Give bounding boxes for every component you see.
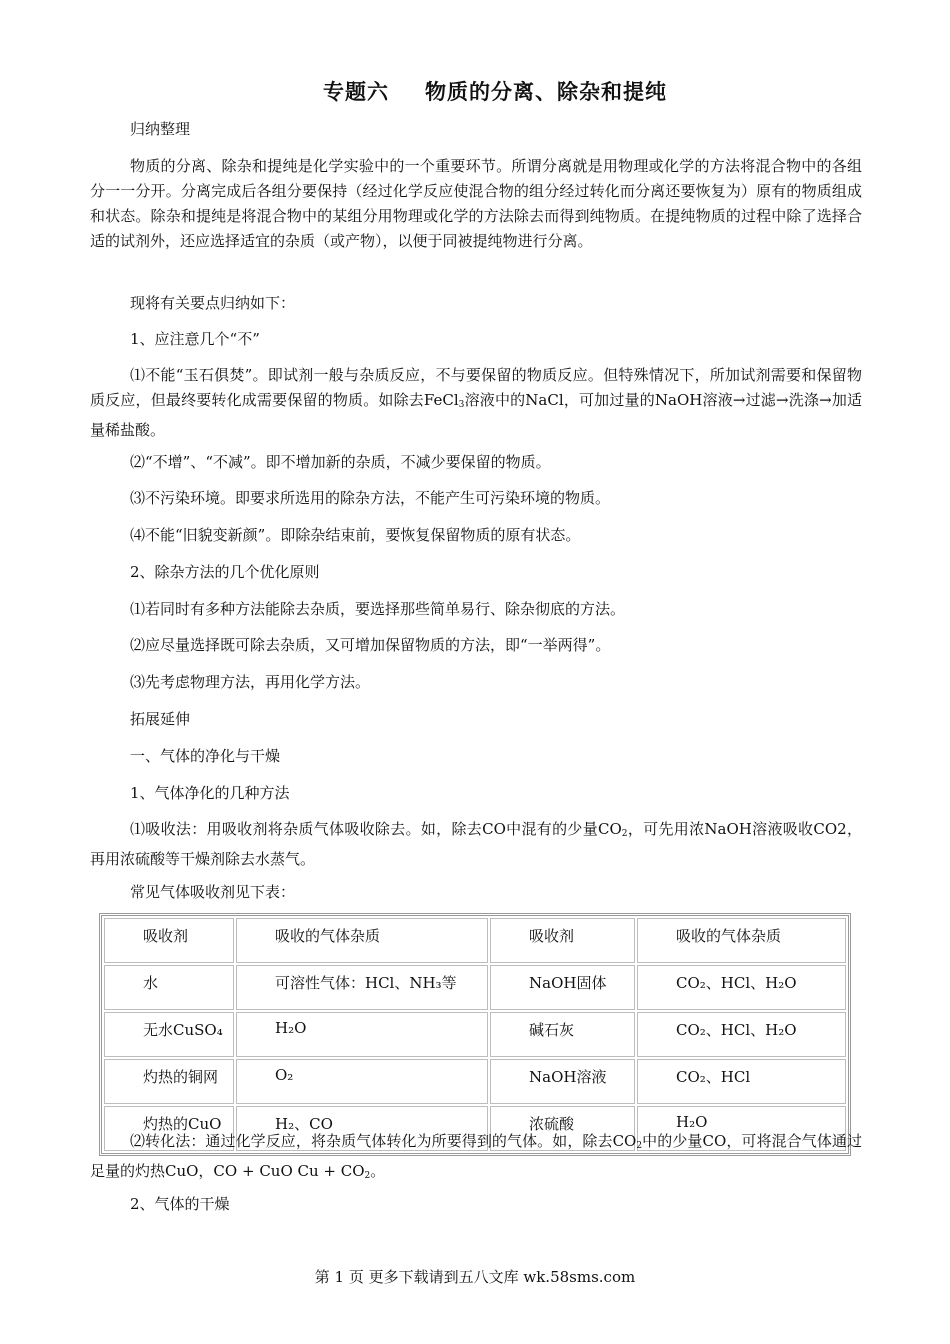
gas-heading: 一、气体的净化与干燥 [130, 747, 281, 765]
point2-heading: 2、除杂方法的几个优化原则 [130, 563, 320, 581]
gas-methods-heading: 1、气体净化的几种方法 [130, 784, 290, 802]
point2-item3: ⑶先考虑物理方法，再用化学方法。 [130, 673, 371, 691]
gas-absorbent-table [99, 913, 851, 1156]
summary-lead: 现将有关要点归纳如下： [130, 294, 296, 312]
table-cell: 浓硫酸 [490, 1106, 635, 1151]
extend-heading: 拓展延伸 [130, 710, 191, 728]
table-cell: CO₂、HCl、H₂O [637, 1012, 846, 1057]
section-heading-summary: 归纳整理 [130, 120, 191, 138]
table-cell: 碱石灰 [490, 1012, 635, 1057]
table-cell: 灼热的CuO [104, 1106, 234, 1151]
table-lead: 常见气体吸收剂见下表： [130, 883, 296, 901]
table-cell: NaOH溶液 [490, 1059, 635, 1104]
point2-item1: ⑴若同时有多种方法能除去杂质，要选择那些简单易行、除杂彻底的方法。 [130, 600, 626, 618]
table-header-row [104, 918, 846, 963]
table-cell: CO₂、HCl [637, 1059, 846, 1104]
point1-item2: ⑵“不增”、“不减”。即不增加新的杂质，不减少要保留的物质。 [130, 453, 551, 471]
point1-heading: 1、应注意几个“不” [130, 330, 260, 348]
title-topic-name: 物质的分离、除杂和提纯 [425, 79, 667, 104]
intro-paragraph: 物质的分离、除杂和提纯是化学实验中的一个重要环节。所谓分离就是用物理或化学的方法将混合物中的各组分一一分开。分离完成后各组分要保持（经过化学反应使混合物的组分经过转化而分离还要恢复为）原有的物质组成和状态。除杂和提纯是将混合物中的某组分用物理或化学的方法除去而得到纯物质。在提纯物质的过程中除了选择合适的试剂外，还应选择适宜的杂质（或产物），以便于同被提纯物进行分离。 [90, 157, 862, 250]
table-header-cell: 吸收剂 [104, 918, 234, 963]
table-cell: 灼热的铜网 [104, 1059, 234, 1104]
table-cell: 水 [104, 965, 234, 1010]
table-row [104, 1059, 846, 1104]
point1-item3: ⑶不污染环境。即要求所选用的除杂方法，不能产生可污染环境的物质。 [130, 489, 611, 507]
convert-method-paragraph: ⑵转化法：通过化学反应，将杂质气体转化为所要得到的气体。如，除去$CO_2$中的少量CO，可将混合气体通过足量的灼热CuO，CO + CuO $Cu + CO_2$。 [90, 1132, 862, 1181]
table-row [104, 965, 846, 1010]
table-cell: H₂O [236, 1012, 488, 1057]
table-cell: NaOH固体 [490, 965, 635, 1010]
table-cell: O₂ [236, 1059, 488, 1104]
table-cell: H₂、CO [236, 1106, 488, 1151]
table-cell: CO₂、HCl、H₂O [637, 965, 846, 1010]
drying-heading: 2、气体的干燥 [130, 1195, 230, 1213]
title-topic-number: 专题六 [323, 79, 389, 104]
point1-item4: ⑷不能“旧貌变新颜”。即除杂结束前，要恢复保留物质的原有状态。 [130, 526, 581, 544]
table-row [104, 1012, 846, 1057]
point2-item2: ⑵应尽量选择既可除去杂质，又可增加保留物质的方法，即“一举两得”。 [130, 636, 611, 654]
table-cell: 无水CuSO₄ [104, 1012, 234, 1057]
point1-item1: ⑴不能“玉石俱焚”。即试剂一般与杂质反应，不与要保留的物质反应。但特殊情况下，所加试剂需要和保留物质反应，但最终要转化成需要保留的物质。如除去FeCl$_3$溶液中的NaCl，可加过量的NaOH溶液→过滤→洗涤→加适量稀盐酸。 [90, 366, 862, 439]
absorb-method-paragraph: ⑴吸收法：用吸收剂将杂质气体吸收除去。如，除去CO中混有的少量$CO_2$，可先用浓NaOH溶液吸收CO2，再用浓硫酸等干燥剂除去水蒸气。 [90, 820, 862, 868]
table-cell: H₂O [637, 1106, 846, 1151]
table-header-cell: 吸收的气体杂质 [637, 918, 846, 963]
page-title [0, 76, 950, 106]
table-cell: 可溶性气体：HCl、NH₃等 [236, 965, 488, 1010]
page-footer: 第 1 页 更多下载请到五八文库 wk.58sms.com [314, 1268, 636, 1286]
table-header-cell: 吸收剂 [490, 918, 635, 963]
table-header-cell: 吸收的气体杂质 [236, 918, 488, 963]
